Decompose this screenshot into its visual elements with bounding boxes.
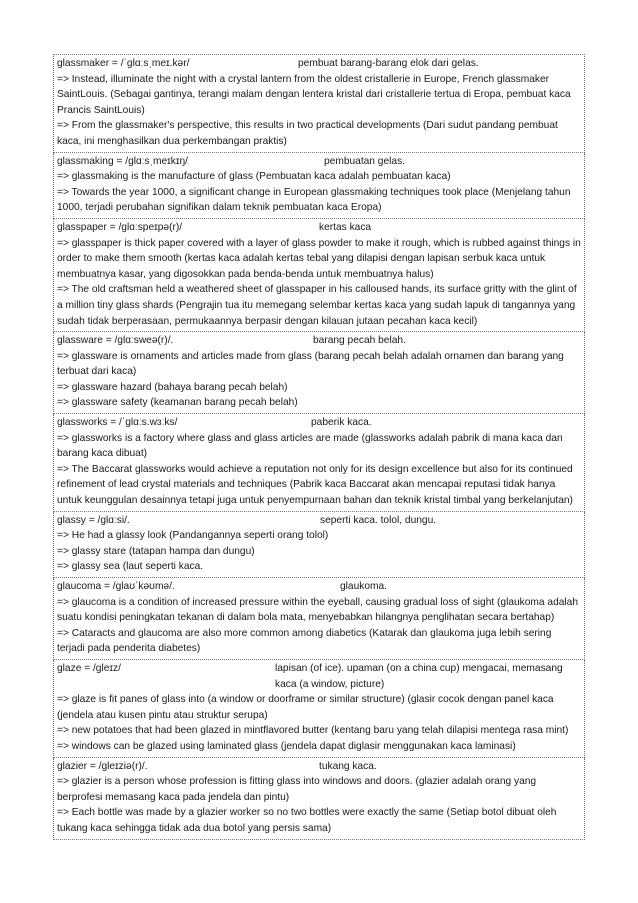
entry-headword: glaze = /ɡleɪz/ <box>57 662 121 674</box>
example-line: => glaze is fit panes of glass into (a window or doorframe or similar structure) (glasir cocok dengan panel kaca (jendela atau kusen pintu atau struktur serupa) <box>57 694 554 721</box>
entry-definition: pembuat barang-barang elok dari gelas. <box>298 58 479 69</box>
example-line: => glassware safety (keamanan barang pecah belah) <box>57 397 298 409</box>
entry-definition: pembuatan gelas. <box>324 155 405 167</box>
dictionary-entry <box>53 758 585 840</box>
dictionary-entry <box>53 219 585 332</box>
dictionary-entry <box>53 512 585 578</box>
entry-headword: glaucoma = /ɡlaʊˈkəʊmə/. <box>57 581 175 592</box>
example-line: => windows can be glazed using laminated glass (jendela dapat diglasir menggunakan kaca laminasi) <box>57 740 516 752</box>
entry-headword: glassworks = /ˈɡlɑːs.wɜːks/ <box>57 417 178 429</box>
example-line: => Towards the year 1000, a significant change in European glassmaking techniques took place (Menjelang tahun 1000, terjadi perubahan signifikan dalam teknik pembuatan kaca Eropa) <box>57 186 571 214</box>
entry-definition: tukang kaca. <box>319 760 377 772</box>
entry-headword: glassy = /ɡlɑːsi/. <box>57 514 130 526</box>
example-line: => glasspaper is thick paper covered with a layer of glass powder to make it rough, which is rubbed against things in order to make them smooth (kertas kaca adalah kertas tebal yang dilapisi dengan lapisan serbuk kaca untuk membuatnya kasar, yang digosokkan pada benda-benda untuk membuatnya halus) <box>57 237 581 280</box>
entry-headword: glassmaking = /ɡlɑːsˌmeɪkɪŋ/ <box>57 155 188 167</box>
example-line: => From the glassmaker's perspective, this results in two practical developments (Dari sudut pandang pembuat kaca, ini menghasilkan dua perkembangan praktis) <box>57 120 558 147</box>
entry-headword: glassware = /ɡlɑːsweə(r)/. <box>57 335 174 347</box>
example-line: => He had a glassy look (Pandangannya seperti orang tolol) <box>57 530 329 542</box>
dictionary-entry <box>53 54 585 153</box>
entry-definition: barang pecah belah. <box>313 335 406 347</box>
example-line: => glassy sea (laut seperti kaca. <box>57 561 204 573</box>
example-line: => Instead, illuminate the night with a crystal lantern from the oldest cristallerie in Europe, French glassmaker SaintLouis. (Sebagai gantinya, terangi malam dengan lentera kristal dari cristallerie tertua di Eropa, pembuat kaca Prancis SaintLouis) <box>57 73 571 116</box>
dictionary-entries <box>53 54 585 840</box>
example-line: => glazier is a person whose profession is fitting glass into windows and doors. (glazier adalah orang yang berprofesi memasang kaca pada jendela dan pintu) <box>57 776 537 803</box>
entry-definition: glaukoma. <box>340 581 388 592</box>
example-line: => glassworks is a factory where glass and glass articles are made (glassworks adalah pabrik di mana kaca dan barang kaca dibuat) <box>57 432 563 460</box>
example-line: => glaucoma is a condition of increased pressure within the eyeball, causing gradual loss of sight (glaukoma adalah suatu kondisi peningkatan tekanan di dalam bola mata, menyebabkan hilangnya penglihatan secara bertahap) <box>57 596 579 624</box>
entry-headword: glassmaker = /ˈɡlɑːsˌmeɪ.kər/ <box>57 58 190 69</box>
entry-definition: lapisan (of ice). upaman (on a china cup) mengacai, memasang kaca (a window, picture) <box>275 662 563 690</box>
example-line: => glassware hazard (bahaya barang pecah belah) <box>57 381 288 393</box>
dictionary-entry <box>53 414 585 512</box>
example-line: => Each bottle was made by a glazier worker so no two bottles were exactly the same (Setiap botol dibuat oleh tukang kaca sehingga tidak ada dua botol yang persis sama) <box>57 807 557 834</box>
example-line: => The old craftsman held a weathered sheet of glasspaper in his calloused hands, its surface gritty with the glint of a million tiny glass shards (Pengrajin tua itu memegang selembar kertas kaca yang sudah lapuk di tangannya yang sudah tidak berperasaan, permukaannya berpasir dengan kilauan jutaan pecahan kaca kecil) <box>57 284 577 327</box>
dictionary-entry <box>53 332 585 414</box>
entry-headword: glazier = /ɡleɪziə(r)/. <box>57 760 148 772</box>
entry-definition: kertas kaca <box>319 221 372 233</box>
example-line: => glassmaking is the manufacture of glass (Pembuatan kaca adalah pembuatan kaca) <box>57 171 451 183</box>
dictionary-entry <box>53 153 585 219</box>
example-line: => The Baccarat glassworks would achieve a reputation not only for its design excellence but also for its continued refinement of lead crystal materials and techniques (Pabrik kaca Baccarat akan mencapai reputasi tidak hanya untuk keunggulan desainnya tetapi juga untuk penyempurnaan bahan dan teknik kristal timbal yang berkelanjutan) <box>57 463 573 507</box>
example-line: => glassware is ornaments and articles made from glass (barang pecah belah adalah ornamen dan barang yang terbuat dari kaca) <box>57 350 564 378</box>
dictionary-entry <box>53 578 585 660</box>
example-line: => Cataracts and glaucoma are also more common among diabetics (Katarak dan glaukoma juga lebih sering terjadi pada penderita diabetes) <box>57 627 552 655</box>
example-line: => glassy stare (tatapan hampa dan dungu) <box>57 545 255 557</box>
entry-headword: glasspaper = /ɡlɑːspeɪpə(r)/ <box>57 221 183 233</box>
entry-definition: seperti kaca. tolol, dungu. <box>320 514 437 526</box>
example-line: => new potatoes that had been glazed in mintflavored butter (kentang baru yang telah dilapisi mentega rasa mint) <box>57 725 569 737</box>
entry-definition: paberik kaca. <box>311 417 372 429</box>
dictionary-entry <box>53 660 585 758</box>
